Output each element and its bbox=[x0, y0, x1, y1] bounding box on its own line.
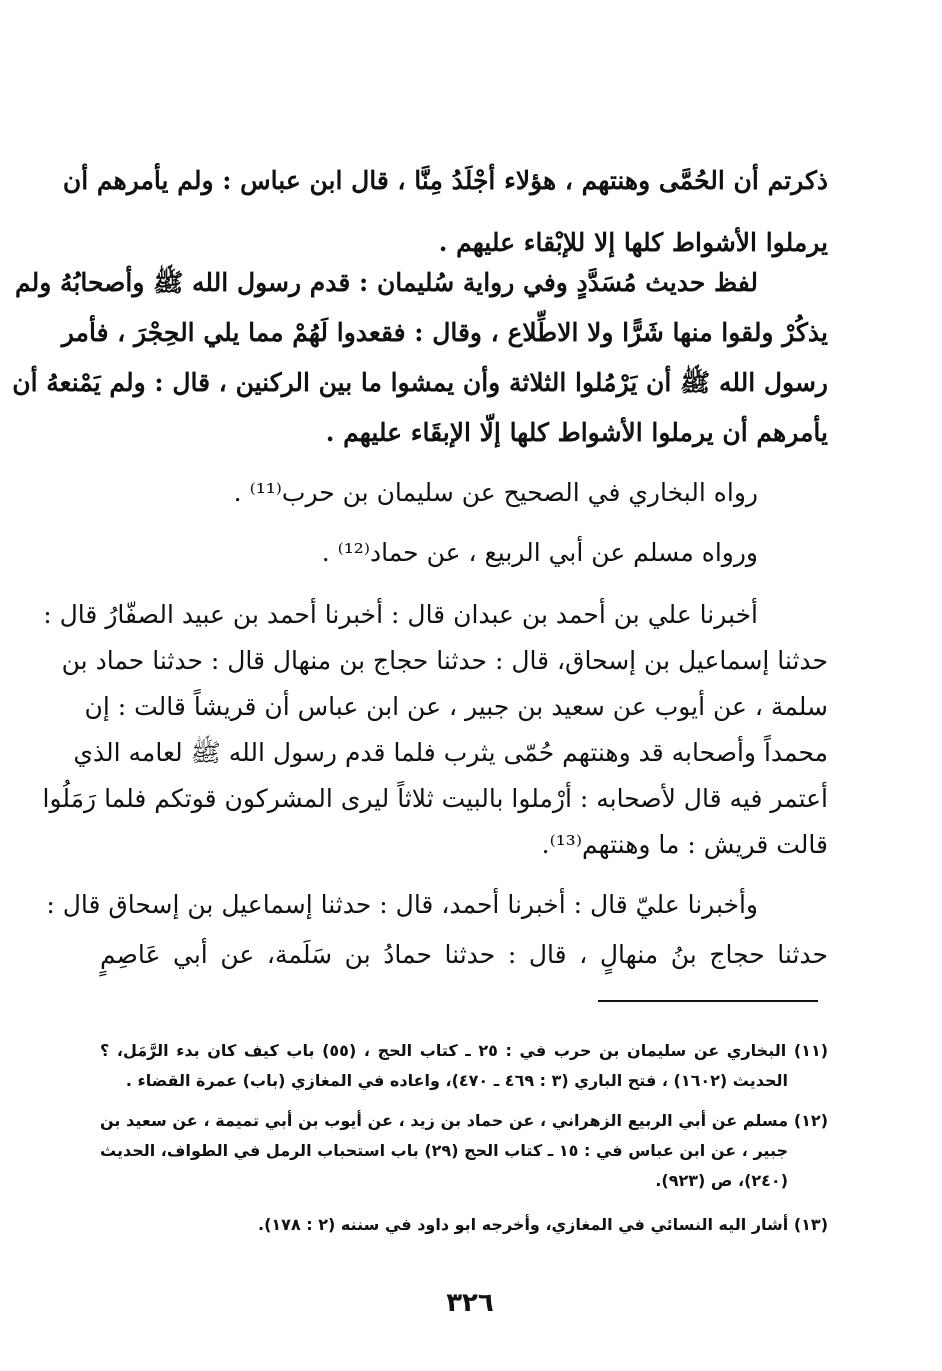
footnote-line: (١٣) أشار اليه النسائي في المغازي، وأخرجه ابو داود في سننه (٢ : ١٧٨). bbox=[258, 1215, 828, 1234]
paragraph-line: حدثنا حجاج بنُ منهالٍ ، قال : حدثنا حمادُ بن سَلَمة، عن أبي عَاصِمٍ bbox=[100, 940, 828, 969]
page-number: ٣٢٦ bbox=[446, 1288, 494, 1318]
paragraph-line: أعتمر فيه قال لأصحابه : أرْملوا بالبيت ثلاثاً ليرى المشركون قوتكم فلما رَمَلُوا bbox=[42, 784, 828, 813]
paragraph-line: حدثنا إسماعيل بن إسحاق، قال : حدثنا حجاج بن منهال قال : حدثنا حماد بن bbox=[61, 646, 828, 675]
footnote-line: (١١) البخاري عن سليمان بن حرب في : ٢٥ ـ كتاب الحج ، (٥٥) باب كيف كان بدء الرَّمَل، ؟ bbox=[100, 1041, 829, 1060]
paragraph-4 bbox=[100, 522, 828, 584]
paragraph-2 bbox=[12, 258, 828, 458]
footnote-line: الحديث (١٦٠٢) ، فتح الباري (٣ : ٤٦٩ ـ ٤٧٠)، واعاده في المغازي (باب) عمرة القضاء . bbox=[125, 1071, 788, 1090]
paragraph-line: سلمة ، عن أيوب عن سعيد بن جبير ، عن ابن عباس أن قريشاً قالت : إن bbox=[84, 692, 828, 721]
footnote-line: جبير ، عن ابن عباس في : ١٥ ـ كتاب الحج (٢٩) باب استحباب الرمل في الطواف، الحديث bbox=[100, 1141, 789, 1160]
paragraph-line: وأخبرنا عليّ قال : أخبرنا أحمد، قال : حدثنا إسماعيل بن إسحاق قال : bbox=[46, 890, 758, 919]
footnote-separator bbox=[598, 1000, 818, 1002]
paragraph-5 bbox=[42, 592, 828, 868]
paragraph-line: محمداً وأصحابه قد وهنتهم حُمّى يثرب فلما قدم رسول الله ﷺ لعامه الذي bbox=[73, 738, 828, 767]
footnote-line: (٢٤٠)، ص (٩٢٣). bbox=[655, 1171, 788, 1190]
paragraph-line: لفظ حديث مُسَدَّدٍ وفي رواية سُليمان : قدم رسول الله ﷺ وأصحابُهُ ولم bbox=[15, 268, 758, 297]
paragraph-line: رواه البخاري في الصحيح عن سليمان بن حرب⁽¹¹⁾ . bbox=[233, 478, 758, 507]
paragraph-line: ورواه مسلم عن أبي الربيع ، عن حماد⁽¹²⁾ . bbox=[321, 538, 758, 567]
paragraph-6 bbox=[46, 880, 828, 980]
paragraph-3 bbox=[100, 462, 828, 524]
footnote-13 bbox=[100, 1210, 828, 1240]
paragraph-line: ذكرتم أن الحُمَّى وهنتهم ، هؤلاء أجْلَدُ مِنَّا ، قال ابن عباس : ولم يأمرهم أن bbox=[62, 166, 828, 195]
footnote-12 bbox=[100, 1106, 828, 1196]
paragraph-line: يرملوا الأشواط كلها إلا للإبْقاء عليهم . bbox=[438, 228, 828, 257]
paragraph-line: رسول الله ﷺ أن يَرْمُلوا الثلاثة وأن يمشوا ما بين الركنين ، قال : ولم يَمْنعهُ أن bbox=[12, 368, 828, 397]
footnote-line: (١٢) مسلم عن أبي الربيع الزهراني ، عن حماد بن زيد ، عن أيوب بن أبي تميمة ، عن سعيد بن bbox=[100, 1111, 828, 1130]
footnote-11 bbox=[100, 1036, 828, 1096]
paragraph-line: يأمرهم أن يرملوا الأشواط كلها إلّا الإبقَاء عليهم . bbox=[325, 418, 828, 447]
paragraph-line: قالت قريش : ما وهنتهم⁽¹³⁾. bbox=[541, 830, 828, 859]
paragraph-line: يذكُرْ ولقوا منها شَرًّا ولا الاطِّلاع ، وقال : فقعدوا لَهُمْ مما يلي الحِجْرَ ، فأمر bbox=[61, 318, 828, 347]
paragraph-1 bbox=[62, 150, 828, 274]
paragraph-line: أخبرنا علي بن أحمد بن عبدان قال : أخبرنا أحمد بن عبيد الصفّارُ قال : bbox=[43, 600, 758, 629]
